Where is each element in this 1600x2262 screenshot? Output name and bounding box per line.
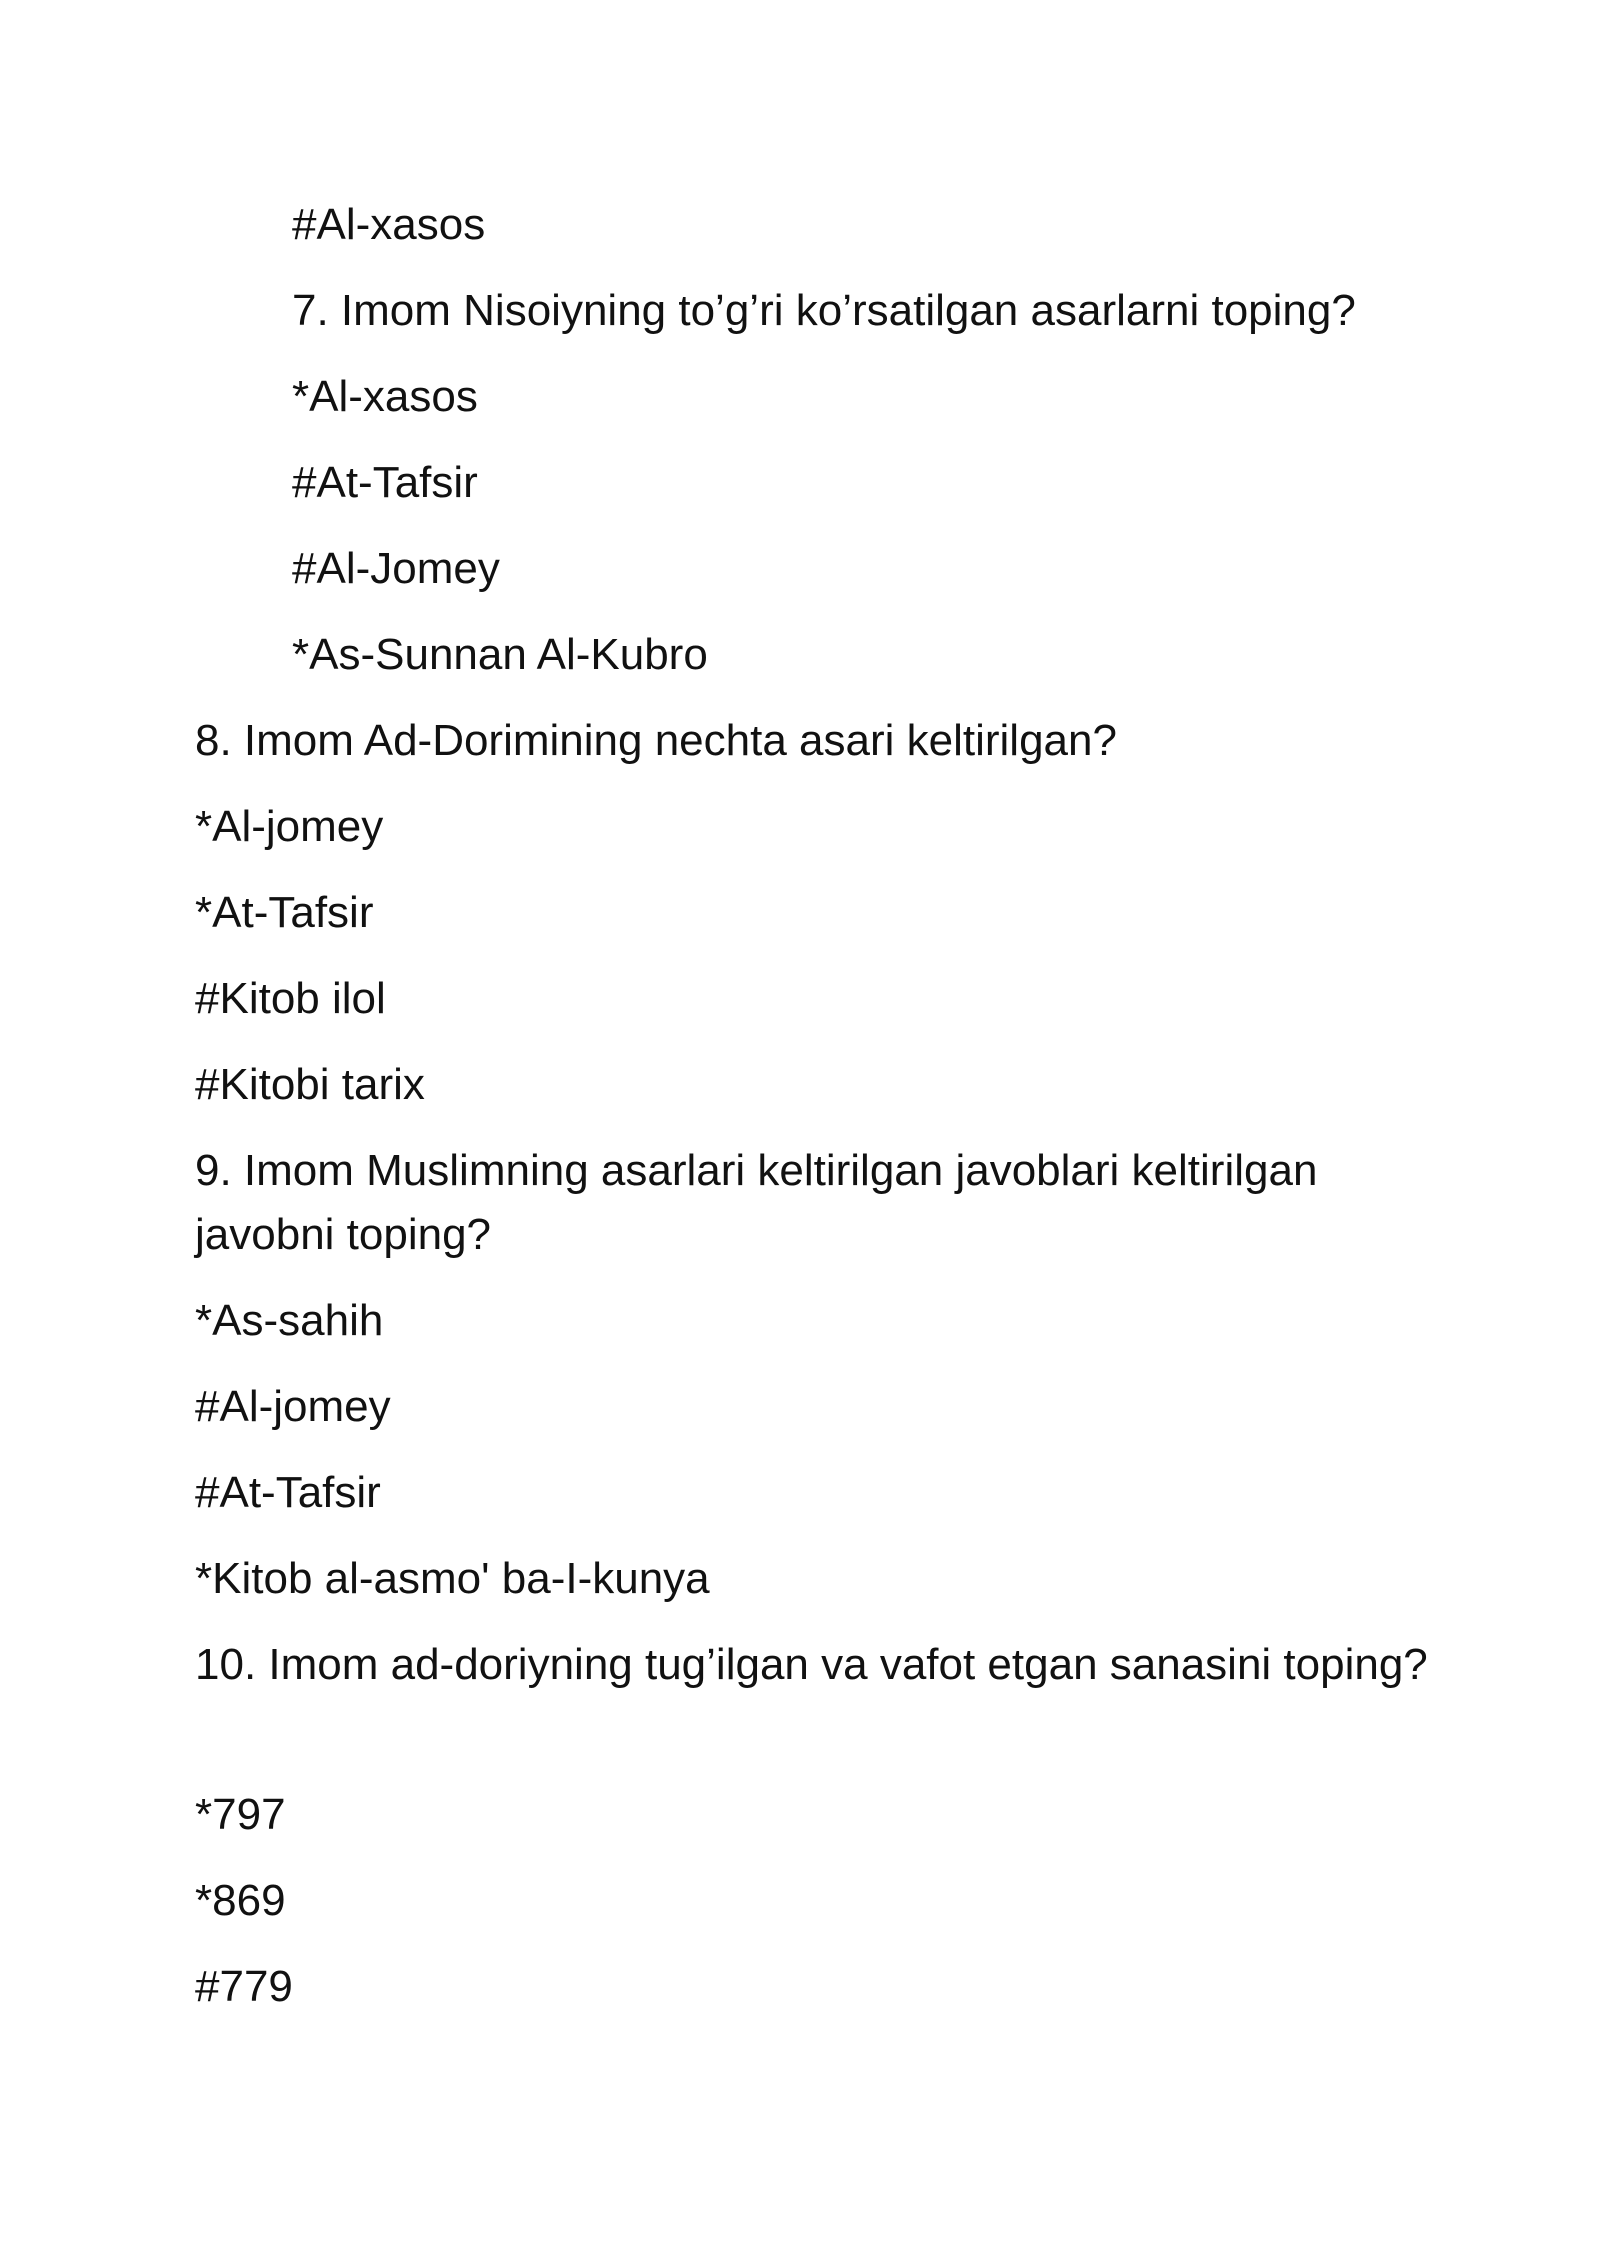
q10-question: 10. Imom ad-doriyning tug’ilgan va vafot etgan sanasini toping? xyxy=(195,1640,1428,1689)
q7-option-4: *As-Sunnan Al-Kubro xyxy=(292,630,708,679)
q9-question: 9. Imom Muslimning asarlari keltirilgan javoblari keltirilgan javobni toping? xyxy=(195,1146,1318,1259)
q10-option-2: *869 xyxy=(195,1876,286,1925)
q9-option-4: *Kitob al-asmo' ba-I-kunya xyxy=(195,1554,710,1603)
q7-option-2: #At-Tafsir xyxy=(292,458,478,507)
q7-question: 7. Imom Nisoiyning to’g’ri ko’rsatilgan asarlarni toping? xyxy=(292,286,1356,335)
q6-option-4: #Al-xasos xyxy=(292,200,486,249)
q10-option-1: *797 xyxy=(195,1790,286,1839)
q10-option-3: #779 xyxy=(195,1962,293,2011)
q8-option-1: *Al-jomey xyxy=(195,802,384,851)
q8-option-2: *At-Tafsir xyxy=(195,888,374,937)
q9-option-3: #At-Tafsir xyxy=(195,1468,381,1517)
q8-option-4: #Kitobi tarix xyxy=(195,1060,425,1109)
q9-option-2: #Al-jomey xyxy=(195,1382,391,1431)
q8-option-3: #Kitob ilol xyxy=(195,974,386,1023)
q7-option-1: *Al-xasos xyxy=(292,372,478,421)
q7-option-3: #Al-Jomey xyxy=(292,544,500,593)
q9-option-1: *As-sahih xyxy=(195,1296,384,1345)
q8-question: 8. Imom Ad-Dorimining nechta asari keltirilgan? xyxy=(195,716,1117,765)
